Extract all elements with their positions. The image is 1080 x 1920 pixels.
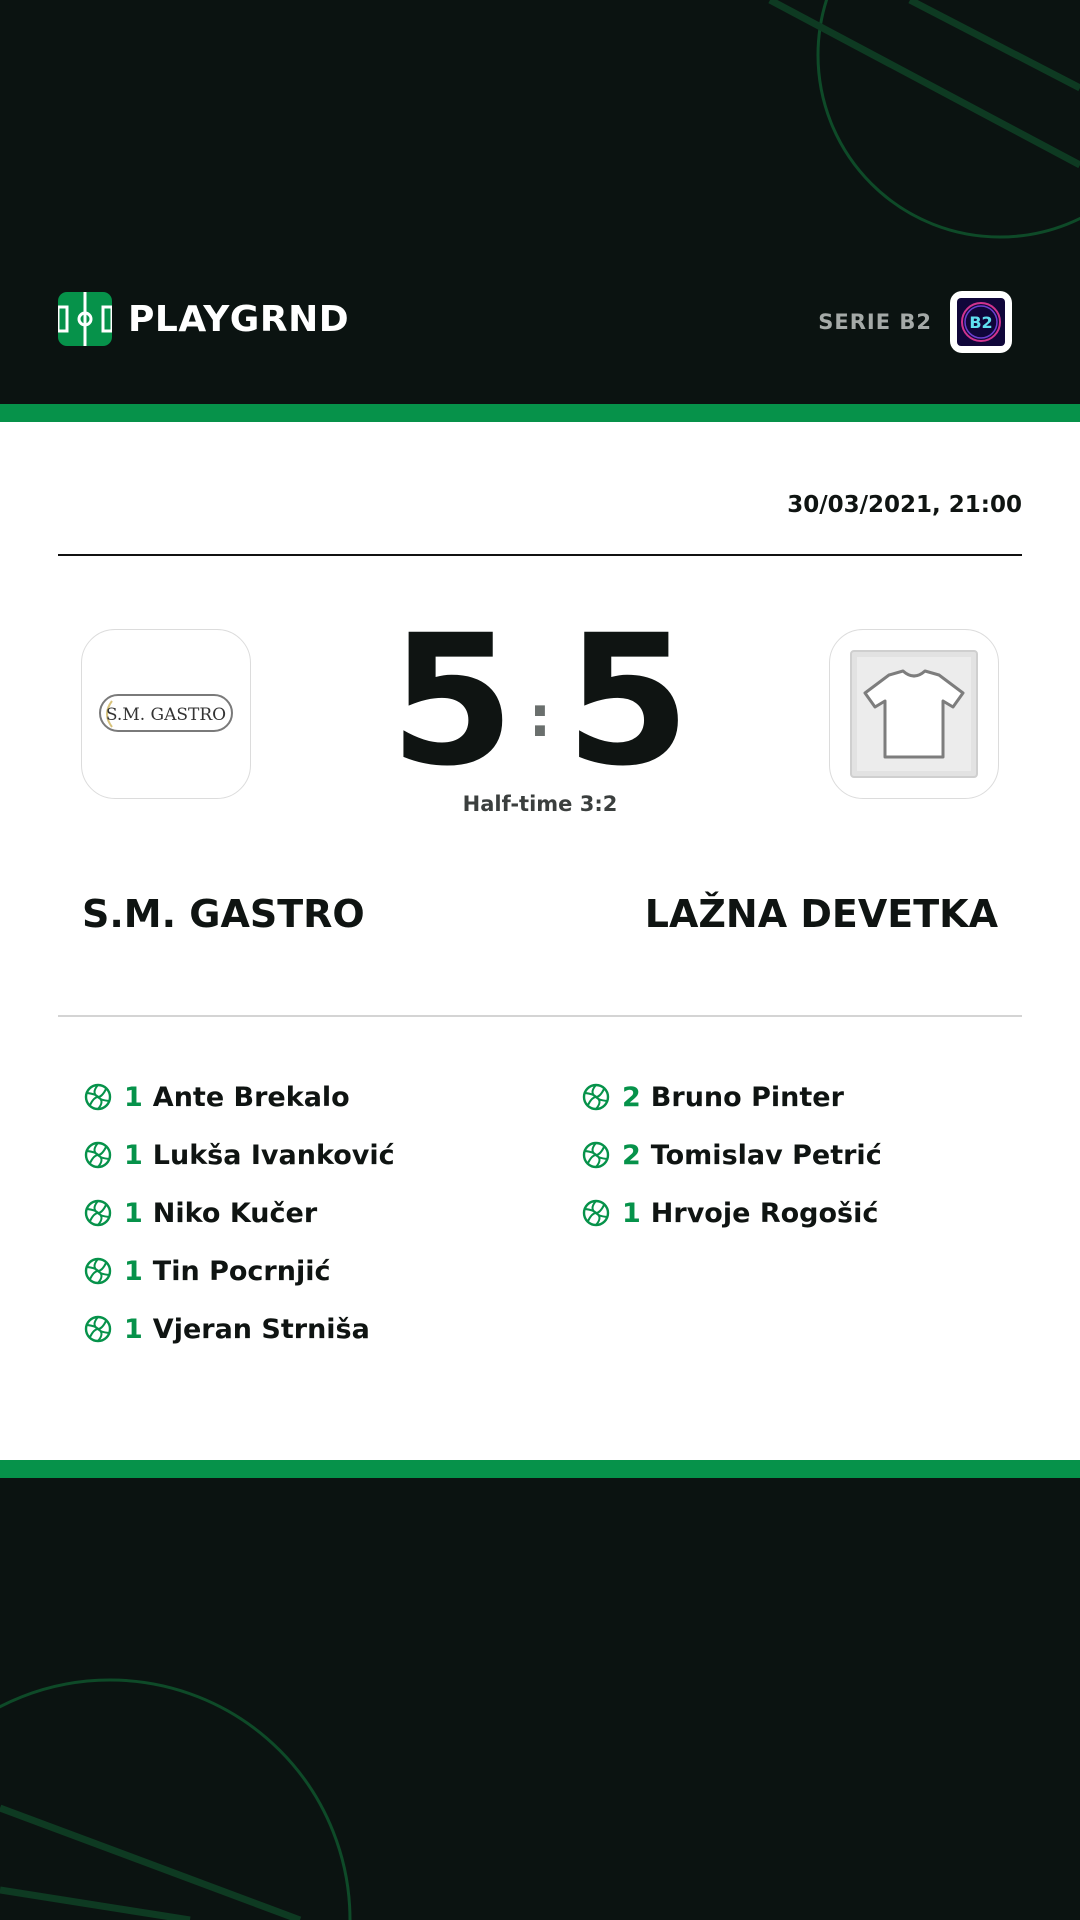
scorer-item xyxy=(84,1184,395,1242)
scorer-item xyxy=(582,1184,882,1242)
ball-icon xyxy=(582,1141,610,1169)
goal-count: 2 xyxy=(622,1081,641,1113)
away-team-logo xyxy=(829,629,999,799)
player-name: Niko Kučer xyxy=(152,1197,318,1229)
home-logo-text: S.M. GASTRO xyxy=(105,705,227,725)
goal-count: 1 xyxy=(124,1255,143,1287)
home-score: 5 xyxy=(389,597,515,806)
pitch-lines-decoration xyxy=(0,1478,1080,1920)
brand-name: PLAYGRND xyxy=(128,298,350,340)
header-section xyxy=(0,0,1080,404)
pitch-icon xyxy=(58,292,112,346)
player-name: Tomislav Petrić xyxy=(650,1139,882,1171)
match-datetime: 30/03/2021, 21:00 xyxy=(787,492,1022,518)
player-name: Bruno Pinter xyxy=(650,1081,844,1113)
league xyxy=(818,292,1012,352)
divider xyxy=(58,1015,1022,1017)
league-logo xyxy=(950,291,1012,353)
ball-icon xyxy=(84,1141,112,1169)
accent-bar-bottom xyxy=(0,1460,1080,1478)
player-name: Lukša Ivanković xyxy=(152,1139,395,1171)
brand xyxy=(58,291,349,347)
scorer-item xyxy=(84,1300,395,1358)
scorer-item xyxy=(582,1126,882,1184)
ball-icon xyxy=(84,1315,112,1343)
player-name: Ante Brekalo xyxy=(152,1081,350,1113)
accent-bar-top xyxy=(0,404,1080,422)
league-name: SERIE B2 xyxy=(818,310,932,334)
goal-count: 1 xyxy=(124,1197,143,1229)
ball-icon xyxy=(84,1257,112,1285)
home-team-name: S.M. GASTRO xyxy=(82,892,365,936)
goal-count: 1 xyxy=(124,1081,143,1113)
scorer-item xyxy=(582,1068,882,1126)
score-separator: : xyxy=(528,684,552,750)
jersey-icon xyxy=(847,647,981,781)
goal-count: 2 xyxy=(622,1139,641,1171)
player-name: Tin Pocrnjić xyxy=(152,1255,331,1287)
away-score: 5 xyxy=(565,597,691,806)
halftime-score: Half-time 3:2 xyxy=(462,792,618,816)
scorer-item xyxy=(84,1242,395,1300)
ball-icon xyxy=(582,1083,610,1111)
scorer-item xyxy=(84,1068,395,1126)
player-name: Hrvoje Rogošić xyxy=(650,1197,879,1229)
goal-count: 1 xyxy=(622,1197,641,1229)
goal-count: 1 xyxy=(124,1139,143,1171)
ball-icon xyxy=(582,1199,610,1227)
scorer-item xyxy=(84,1126,395,1184)
league-logo-text: B2 xyxy=(969,313,993,332)
divider xyxy=(58,554,1022,556)
player-name: Vjeran Strniša xyxy=(152,1313,370,1345)
goal-count: 1 xyxy=(124,1313,143,1345)
away-scorers-list xyxy=(582,1068,882,1242)
ball-icon xyxy=(84,1199,112,1227)
footer-section xyxy=(0,1478,1080,1920)
match-card xyxy=(0,422,1080,1460)
away-team-name: LAŽNA DEVETKA xyxy=(644,892,998,936)
ball-icon xyxy=(84,1083,112,1111)
home-scorers-list xyxy=(84,1068,395,1358)
